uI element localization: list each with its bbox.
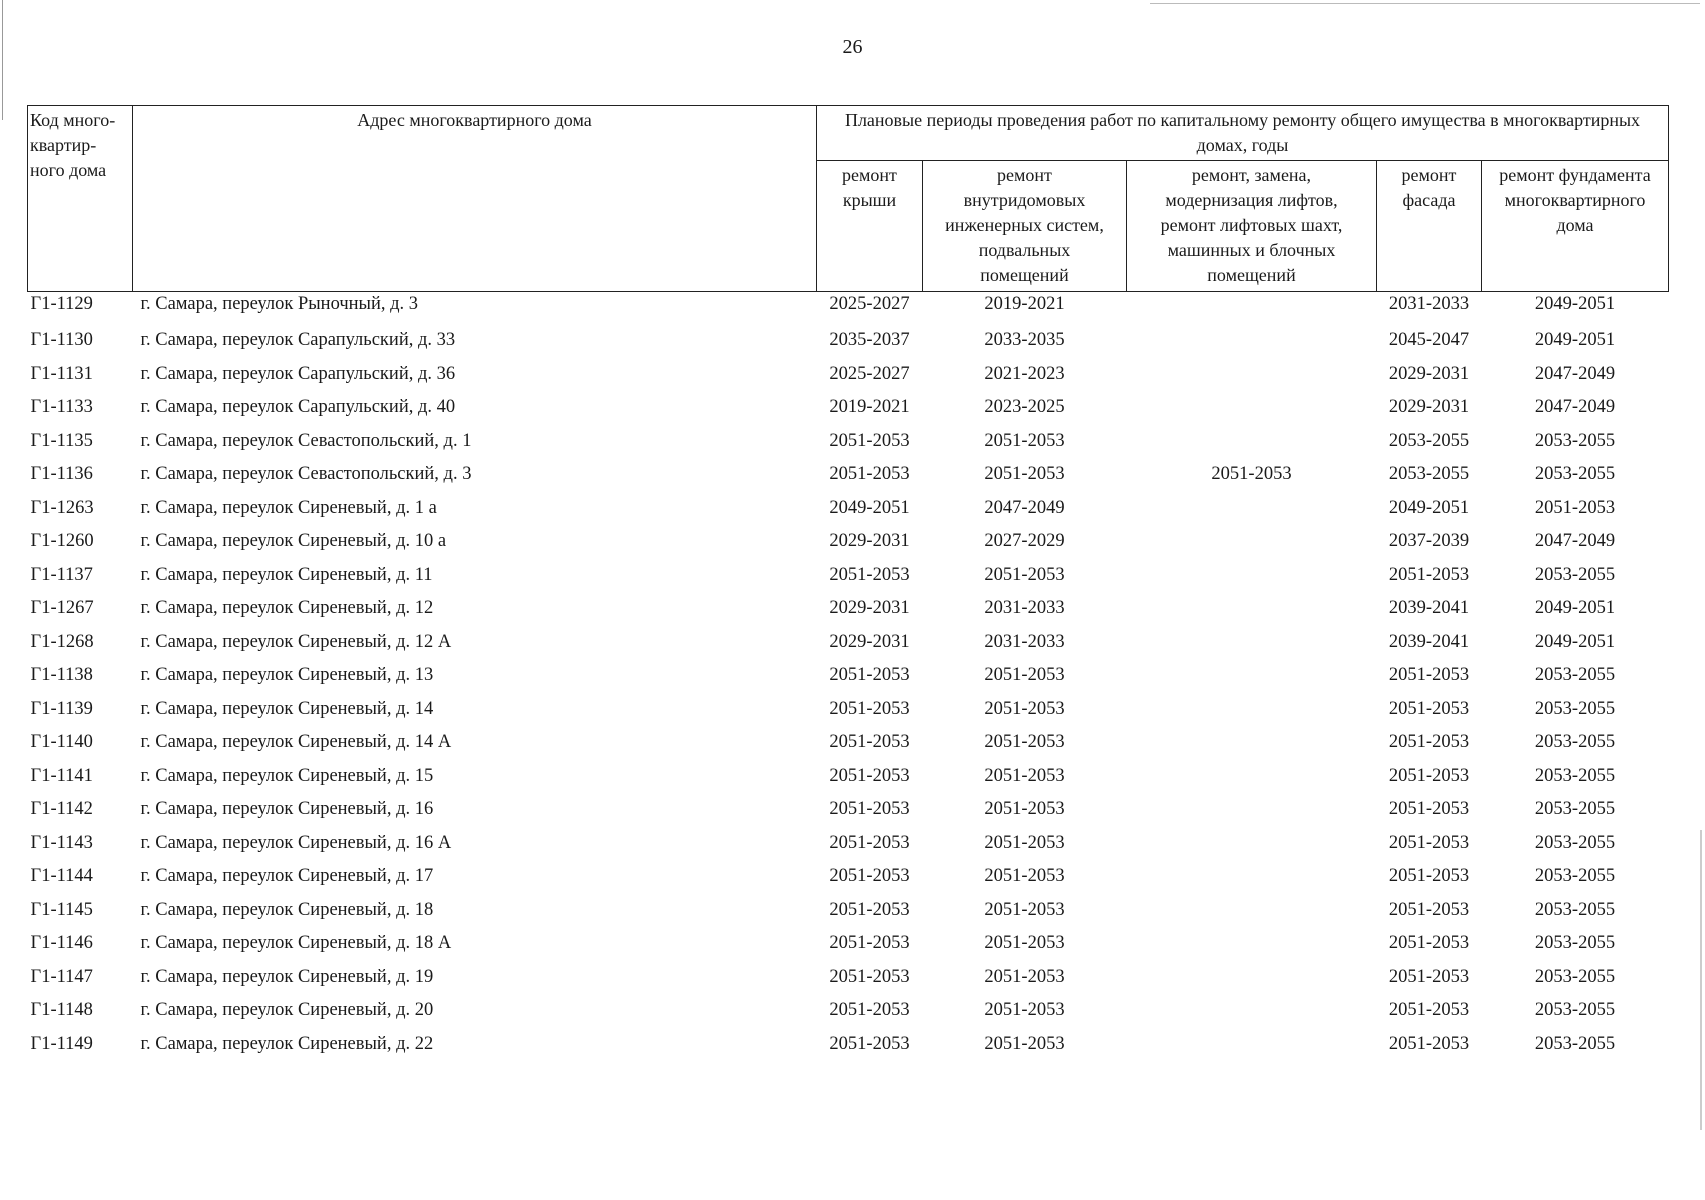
cell-roof: 2051-2053 xyxy=(829,665,910,686)
table-row xyxy=(28,860,1669,894)
table-row xyxy=(28,525,1669,559)
cell-address: г. Самара, переулок Сарапульский, д. 33 xyxy=(140,330,456,351)
cell-roof: 2051-2053 xyxy=(829,765,910,786)
cell-lifts xyxy=(1127,492,1377,526)
cell-lifts xyxy=(1127,693,1377,727)
page-number: 26 xyxy=(842,36,863,58)
header-lifts: ремонт, замена, модернизация лифтов, ремонт лифтовых шахт, машинных и блочных помещений xyxy=(1127,161,1377,292)
table-row xyxy=(28,760,1669,794)
cell-facade: 2051-2053 xyxy=(1388,866,1470,887)
cell-address: г. Самара, переулок Сиреневый, д. 15 xyxy=(140,765,434,786)
cell-systems: 2033-2035 xyxy=(984,330,1065,351)
header-code: Код много- квартир- ного дома xyxy=(28,106,133,292)
cell-lifts xyxy=(1127,1028,1377,1062)
cell-code: Г1-1268 xyxy=(30,631,94,652)
cell-lifts xyxy=(1127,358,1377,392)
cell-address: г. Самара, переулок Сиреневый, д. 12 А xyxy=(140,631,452,652)
cell-systems: 2047-2049 xyxy=(984,497,1065,518)
cell-address: г. Самара, переулок Сарапульский, д. 36 xyxy=(140,363,456,384)
table-row xyxy=(28,626,1669,660)
cell-foundation: 2047-2049 xyxy=(1534,531,1616,552)
table-row xyxy=(28,391,1669,425)
cell-address: г. Самара, переулок Сиреневый, д. 16 А xyxy=(140,832,452,853)
cell-code: Г1-1143 xyxy=(30,832,93,853)
cell-roof: 2051-2053 xyxy=(829,832,910,853)
cell-foundation: 2053-2055 xyxy=(1534,464,1616,485)
cell-lifts xyxy=(1127,425,1377,459)
cell-facade: 2051-2053 xyxy=(1388,1033,1470,1054)
cell-address: г. Самара, переулок Сиреневый, д. 13 xyxy=(140,665,434,686)
cell-code: Г1-1133 xyxy=(30,397,93,418)
table-row xyxy=(28,559,1669,593)
table-row xyxy=(28,726,1669,760)
cell-lifts xyxy=(1127,961,1377,995)
cell-facade: 2039-2041 xyxy=(1388,598,1470,619)
cell-address: г. Самара, переулок Сиреневый, д. 1 а xyxy=(140,497,437,518)
cell-systems: 2027-2029 xyxy=(984,531,1065,552)
cell-roof: 2051-2053 xyxy=(829,799,910,820)
cell-roof: 2051-2053 xyxy=(829,564,910,585)
cell-facade: 2029-2031 xyxy=(1388,363,1470,384)
cell-systems: 2051-2053 xyxy=(984,899,1065,920)
cell-roof: 2025-2027 xyxy=(829,294,910,314)
cell-lifts xyxy=(1127,860,1377,894)
cell-systems: 2031-2033 xyxy=(984,598,1065,619)
table-row xyxy=(28,961,1669,995)
cell-facade: 2029-2031 xyxy=(1388,397,1470,418)
cell-lifts xyxy=(1127,894,1377,928)
cell-code: Г1-1267 xyxy=(30,598,94,619)
cell-code: Г1-1131 xyxy=(30,363,93,384)
cell-foundation: 2047-2049 xyxy=(1534,363,1616,384)
cell-code: Г1-1130 xyxy=(30,330,93,351)
cell-facade: 2049-2051 xyxy=(1388,497,1470,518)
table-row xyxy=(28,659,1669,693)
cell-code: Г1-1260 xyxy=(30,531,94,552)
cell-systems: 2051-2053 xyxy=(984,866,1065,887)
cell-systems: 2051-2053 xyxy=(984,799,1065,820)
cell-roof: 2051-2053 xyxy=(829,933,910,954)
cell-facade: 2045-2047 xyxy=(1388,330,1470,351)
cell-facade: 2031-2033 xyxy=(1388,294,1470,314)
header-systems: ремонт внутридомовых инженерных систем, подвальных помещений xyxy=(923,161,1127,292)
cell-address: г. Самара, переулок Сиреневый, д. 20 xyxy=(140,1000,434,1021)
cell-facade: 2051-2053 xyxy=(1388,765,1470,786)
table-row xyxy=(28,827,1669,861)
cell-foundation: 2049-2051 xyxy=(1534,631,1616,652)
table-row xyxy=(28,492,1669,526)
cell-systems: 2051-2053 xyxy=(984,430,1065,451)
cell-code: Г1-1129 xyxy=(30,294,93,314)
cell-facade: 2051-2053 xyxy=(1388,732,1470,753)
cell-roof: 2051-2053 xyxy=(829,899,910,920)
cell-facade: 2051-2053 xyxy=(1388,933,1470,954)
cell-address: г. Самара, переулок Севастопольский, д. 3 xyxy=(140,464,472,485)
scan-edge-left xyxy=(2,0,3,120)
cell-lifts xyxy=(1127,559,1377,593)
cell-systems: 2021-2023 xyxy=(984,363,1065,384)
cell-lifts xyxy=(1127,994,1377,1028)
cell-lifts xyxy=(1127,760,1377,794)
cell-roof: 2051-2053 xyxy=(829,866,910,887)
table-row xyxy=(28,693,1669,727)
cell-systems: 2051-2053 xyxy=(984,698,1065,719)
cell-foundation: 2053-2055 xyxy=(1534,933,1616,954)
scan-edge-right xyxy=(1700,830,1702,1130)
cell-address: г. Самара, переулок Сиреневый, д. 14 А xyxy=(140,732,452,753)
cell-lifts xyxy=(1127,525,1377,559)
cell-foundation: 2053-2055 xyxy=(1534,564,1616,585)
cell-systems: 2051-2053 xyxy=(984,765,1065,786)
cell-systems: 2051-2053 xyxy=(984,1000,1065,1021)
header-facade: ремонт фасада xyxy=(1377,161,1482,292)
cell-code: Г1-1139 xyxy=(30,698,93,719)
cell-facade: 2051-2053 xyxy=(1388,799,1470,820)
header-address: Адрес многоквартирного дома xyxy=(133,106,817,292)
cell-foundation: 2053-2055 xyxy=(1534,732,1616,753)
table-row xyxy=(28,425,1669,459)
cell-systems: 2051-2053 xyxy=(984,933,1065,954)
table-row xyxy=(28,894,1669,928)
cell-code: Г1-1148 xyxy=(30,1000,93,1021)
cell-foundation: 2053-2055 xyxy=(1534,832,1616,853)
cell-address: г. Самара, переулок Сиреневый, д. 18 xyxy=(140,899,434,920)
cell-foundation: 2051-2053 xyxy=(1534,497,1616,518)
cell-systems: 2051-2053 xyxy=(984,464,1065,485)
cell-systems: 2051-2053 xyxy=(984,1033,1065,1054)
cell-code: Г1-1141 xyxy=(30,765,93,786)
cell-foundation: 2053-2055 xyxy=(1534,966,1616,987)
cell-roof: 2051-2053 xyxy=(829,732,910,753)
header-foundation: ремонт фундамента многоквартирного дома xyxy=(1482,161,1669,292)
cell-foundation: 2053-2055 xyxy=(1534,1000,1616,1021)
cell-address: г. Самара, переулок Сиреневый, д. 16 xyxy=(140,799,434,820)
table-row xyxy=(28,1028,1669,1062)
cell-facade: 2051-2053 xyxy=(1388,564,1470,585)
header-periods: Плановые периоды проведения работ по капитальному ремонту общего имущества в многоквартирных домах, годы xyxy=(817,106,1669,161)
cell-systems: 2051-2053 xyxy=(984,564,1065,585)
cell-foundation: 2053-2055 xyxy=(1534,799,1616,820)
cell-systems: 2051-2053 xyxy=(984,966,1065,987)
cell-code: Г1-1135 xyxy=(30,430,93,451)
cell-address: г. Самара, переулок Сарапульский, д. 40 xyxy=(140,397,456,418)
cell-systems: 2031-2033 xyxy=(984,631,1065,652)
cell-foundation: 2047-2049 xyxy=(1534,397,1616,418)
table-row xyxy=(28,592,1669,626)
cell-address: г. Самара, переулок Сиреневый, д. 14 xyxy=(140,698,434,719)
cell-facade: 2037-2039 xyxy=(1388,531,1470,552)
cell-code: Г1-1136 xyxy=(30,464,93,485)
table-row xyxy=(28,927,1669,961)
header-roof: ремонт крыши xyxy=(817,161,923,292)
cell-lifts xyxy=(1127,324,1377,358)
cell-lifts xyxy=(1127,592,1377,626)
cell-address: г. Самара, переулок Сиреневый, д. 11 xyxy=(140,564,433,585)
cell-foundation: 2053-2055 xyxy=(1534,665,1616,686)
cell-systems: 2023-2025 xyxy=(984,397,1065,418)
cell-roof: 2019-2021 xyxy=(829,397,910,418)
cell-facade: 2051-2053 xyxy=(1388,698,1470,719)
cell-foundation: 2053-2055 xyxy=(1534,866,1616,887)
cell-code: Г1-1145 xyxy=(30,899,93,920)
cell-lifts xyxy=(1127,827,1377,861)
cell-roof: 2025-2027 xyxy=(829,363,910,384)
cell-roof: 2051-2053 xyxy=(829,1033,910,1054)
cell-code: Г1-1137 xyxy=(30,564,93,585)
cell-facade: 2053-2055 xyxy=(1388,430,1470,451)
repair-schedule-table xyxy=(27,105,1669,1061)
table-row xyxy=(28,458,1669,492)
cell-roof: 2051-2053 xyxy=(829,1000,910,1021)
cell-roof: 2035-2037 xyxy=(829,330,910,351)
table-body xyxy=(28,292,1669,1062)
cell-foundation: 2053-2055 xyxy=(1534,1033,1616,1054)
table-row xyxy=(28,793,1669,827)
cell-address: г. Самара, переулок Сиреневый, д. 10 а xyxy=(140,531,447,552)
cell-foundation: 2053-2055 xyxy=(1534,430,1616,451)
cell-systems: 2051-2053 xyxy=(984,732,1065,753)
cell-foundation: 2049-2051 xyxy=(1534,598,1616,619)
cell-systems: 2019-2021 xyxy=(984,294,1065,314)
cell-code: Г1-1147 xyxy=(30,966,93,987)
cell-foundation: 2049-2051 xyxy=(1534,330,1616,351)
cell-lifts xyxy=(1127,391,1377,425)
cell-code: Г1-1140 xyxy=(30,732,93,753)
cell-roof: 2051-2053 xyxy=(829,464,910,485)
cell-roof: 2051-2053 xyxy=(829,966,910,987)
cell-address: г. Самара, переулок Сиреневый, д. 22 xyxy=(140,1033,434,1054)
cell-lifts xyxy=(1127,726,1377,760)
cell-address: г. Самара, переулок Севастопольский, д. 1 xyxy=(140,430,472,451)
table-header xyxy=(28,106,1669,292)
cell-lifts xyxy=(1127,292,1377,325)
table-row xyxy=(28,994,1669,1028)
cell-facade: 2053-2055 xyxy=(1388,464,1470,485)
cell-foundation: 2049-2051 xyxy=(1534,294,1616,314)
cell-foundation: 2053-2055 xyxy=(1534,765,1616,786)
cell-foundation: 2053-2055 xyxy=(1534,899,1616,920)
cell-facade: 2051-2053 xyxy=(1388,966,1470,987)
cell-code: Г1-1144 xyxy=(30,866,93,887)
cell-address: г. Самара, переулок Сиреневый, д. 12 xyxy=(140,598,434,619)
cell-lifts xyxy=(1127,659,1377,693)
cell-roof: 2051-2053 xyxy=(829,698,910,719)
cell-code: Г1-1142 xyxy=(30,799,93,820)
cell-address: г. Самара, переулок Сиреневый, д. 18 А xyxy=(140,933,452,954)
cell-code: Г1-1146 xyxy=(30,933,93,954)
table-row xyxy=(28,324,1669,358)
cell-code: Г1-1138 xyxy=(30,665,93,686)
cell-roof: 2029-2031 xyxy=(829,631,910,652)
cell-lifts xyxy=(1127,793,1377,827)
cell-lifts: 2051-2053 xyxy=(1211,464,1292,485)
table-row xyxy=(28,358,1669,392)
cell-systems: 2051-2053 xyxy=(984,665,1065,686)
cell-foundation: 2053-2055 xyxy=(1534,698,1616,719)
cell-facade: 2051-2053 xyxy=(1388,665,1470,686)
cell-lifts xyxy=(1127,927,1377,961)
cell-facade: 2051-2053 xyxy=(1388,832,1470,853)
cell-systems: 2051-2053 xyxy=(984,832,1065,853)
cell-facade: 2051-2053 xyxy=(1388,1000,1470,1021)
cell-roof: 2049-2051 xyxy=(829,497,910,518)
cell-code: Г1-1263 xyxy=(30,497,94,518)
table-row xyxy=(28,292,1669,325)
cell-lifts xyxy=(1127,626,1377,660)
scan-edge-top xyxy=(1150,3,1700,4)
cell-address: г. Самара, переулок Сиреневый, д. 19 xyxy=(140,966,434,987)
cell-address: г. Самара, переулок Сиреневый, д. 17 xyxy=(140,866,434,887)
cell-facade: 2039-2041 xyxy=(1388,631,1470,652)
cell-facade: 2051-2053 xyxy=(1388,899,1470,920)
cell-roof: 2029-2031 xyxy=(829,531,910,552)
cell-roof: 2029-2031 xyxy=(829,598,910,619)
cell-roof: 2051-2053 xyxy=(829,430,910,451)
cell-address: г. Самара, переулок Рыночный, д. 3 xyxy=(140,294,419,314)
cell-code: Г1-1149 xyxy=(30,1033,93,1054)
